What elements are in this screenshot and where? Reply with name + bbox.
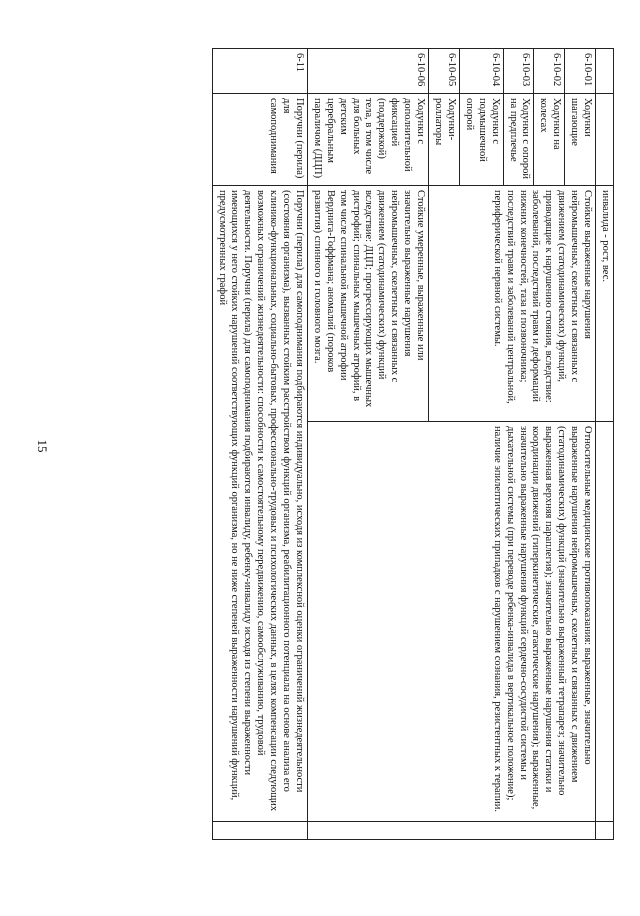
code-cell: 6-10-06 — [307, 49, 428, 94]
code-cell: 6-10-01 — [565, 49, 596, 94]
table-cell — [596, 94, 614, 186]
table-row — [596, 49, 614, 840]
name-cell: Ходунки на колесах — [534, 94, 565, 186]
code-cell: 6-10-02 — [534, 49, 565, 94]
indication-tail-cell: инвалида - рост, вес. — [596, 186, 614, 422]
name-cell: Ходунки шагающие — [565, 94, 596, 186]
table-cell — [596, 822, 614, 840]
name-cell: Поручни (перила) для самоподнимания — [212, 94, 307, 186]
contraindications-cell: Относительные медицинские противопоказания: выраженные, значительно выраженные нарушения нейромышечных, скелетных и связанных с движением (статодинамических) функций (значительно выраженный тетрапарез; значительно выраженная верхняя параплегия); значительно выраженные нарушения статики и координации движений (гиперкинетические, атактические нарушения); выраженные, значительно выраженные нарушения функций сердечно-сосудистой системы и дыхательной системы (при переводе ребенка-инвалида в вертикальное положение); наличие эпилептических припадков с нарушением сознания, резистентных к терапии. — [307, 422, 595, 822]
table-row — [565, 49, 596, 840]
code-cell: 6-11 — [212, 49, 307, 94]
name-cell: Ходунки с дополнительной фиксацией (поддержкой) тела, в том числе для больных детским церебральным параличом (ДЦП) — [307, 94, 428, 186]
table-cell — [596, 422, 614, 822]
table-cell — [212, 822, 307, 840]
name-cell: Ходунки-роллаторы — [429, 94, 460, 186]
code-cell: 6-10-03 — [503, 49, 534, 94]
indication-cell: Стойкие умеренные, выраженные или значительно выраженные нарушения нейромышечных, скелетных и связанных с движением (статодинамических) функций вследствие: ДЦП; прогрессирующих мышечных дистрофий; спинальных мышечных атрофий, в том числе спинальной мышечной атрофии Верднига-Гоффмана; аномалий (пороков развития) спинного и головного мозга. — [307, 186, 428, 422]
indication-cell: Стойкие выраженные нарушения нейромышечных, скелетных и связанных с движением (статодинамических) функций, приводящие к нарушению стояния, вследствие: заболеваний, последствий травм и деформаций нижних конечностей, таза и позвоночника; последствий травм и заболеваний центральной, периферической нервной системы. — [429, 186, 596, 422]
name-cell: Ходунки с опорой на предплечье — [503, 94, 534, 186]
name-cell: Ходунки с подмышечной опорой — [459, 94, 503, 186]
row11-text-cell: Поручни (перила) для самоподнимания подбираются индивидуально, исходя из комплексной оценки ограничений жизнедеятельности (состояния организма), вызванных стойким расстройством функций организма, реабилитационного потенциала на основе анализа его клинико-функциональных, социально-бытовых, профессионально-трудовых и психологических данных, в целях компенсации следующих возможных ограничений жизнедеятельности: способности к самостоятельному передвижению, самообслуживанию, трудовой деятельности. Поручни (перила) для самоподнимания подбираются инвалиду, ребенку-инвалиду исходя из степени выраженности имеющихся у него стойких нарушений соответствующих функций организма, но не ниже степеней выраженности нарушений функций, предусмотренных графой — [212, 186, 307, 822]
device-table — [212, 48, 614, 840]
table-cell — [596, 49, 614, 94]
code-cell: 6-10-04 — [459, 49, 503, 94]
table-row — [212, 49, 307, 840]
rotated-table-container — [80, 48, 614, 840]
page-number: 15 — [35, 439, 50, 453]
code-cell: 6-10-05 — [429, 49, 460, 94]
table-cell — [307, 822, 595, 840]
